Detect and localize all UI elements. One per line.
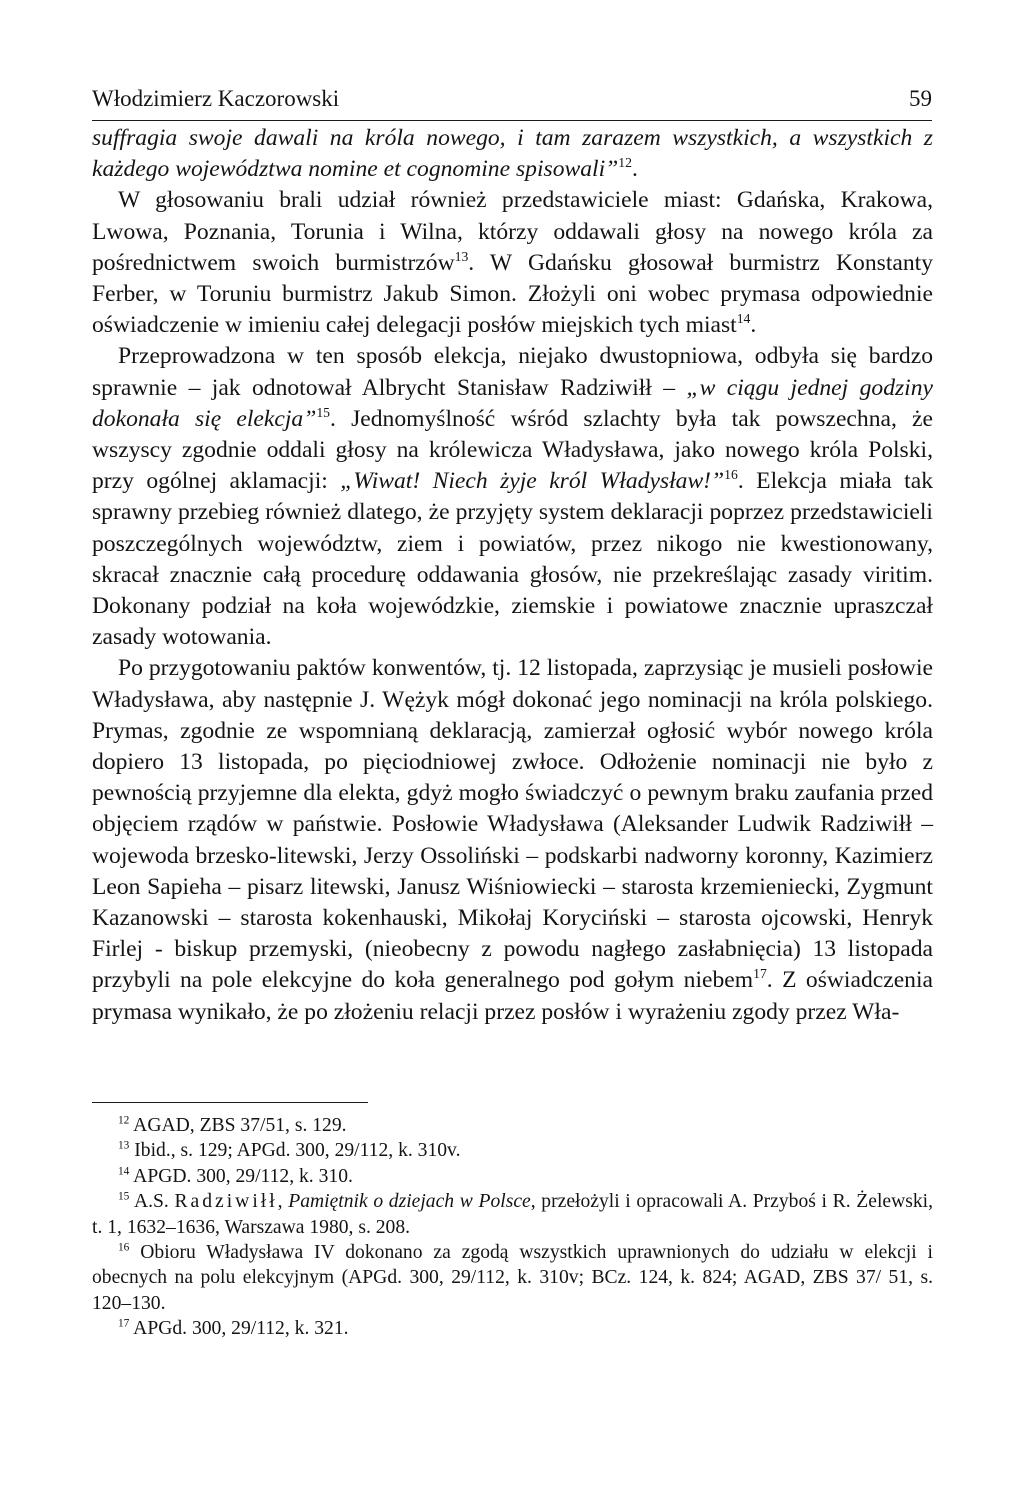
footnote-14: $^{14}$ APGD. 300, 29/112, k. 310. bbox=[118, 1165, 353, 1187]
footnote-16: $^{16}$ Obioru Władysława IV dokonano za zgodą wszystkich uprawnionych do udziału w elekcji i obecnych na polu elekcyjnym (APGd. 300, 29/112, k. 310v; BCz. 124, k. 824; AGAD, ZBS 37/ 51, s. 120–130. bbox=[92, 1241, 933, 1314]
paragraph-3: Przeprowadzona w ten sposób elekcja, niejako dwustopniowa, odbyła się bardzo sprawnie – jak odnotował Albrycht Stanisław Radziwiłł – „w ciągu jednej godziny dokonała się elekcja”$^{15}$. Jednomyślność wśród szlachty była tak powszechna, że wszyscy zgodnie oddali głosy na królewicza Władysława, jako nowego króla Polski, przy ogólnej aklamacji: „Wiwat! Niech żyje król Władysław!”$^{16}$. Elekcja miała tak sprawny przebieg również dlatego, że przyjęty system deklaracji poprzez przedstawicieli poszczególnych województw, ziem i powiatów, przez nikogo nie kwestionowany, skracał znacznie całą procedurę oddawania głosów, nie przekreślając zasady viritim. Dokonany podział na koła wojewódzkie, ziemskie i powiatowe znacznie upraszczał zasady wotowania. bbox=[92, 343, 933, 651]
footnote-13: $^{13}$ Ibid., s. 129; APGd. 300, 29/112, k. 310v. bbox=[118, 1139, 461, 1162]
quote-elekcja: „w ciągu jednej godziny dokonała się elekcja” bbox=[92, 374, 933, 432]
main-text bbox=[92, 123, 933, 1028]
quote-suffragia: suffragia swoje dawali na króla nowego, i tam zarazem wszystkich, a wszystkich z każdego województwa nomine et cognomine spisowali” bbox=[92, 125, 933, 183]
footnote-ref-14[interactable]: 14 bbox=[736, 311, 751, 327]
paragraph-2: W głosowaniu brali udział również przedstawiciele miast: Gdańska, Krakowa, Lwowa, Poznania, Torunia i Wilna, którzy oddawali głosy na nowego króla za pośrednictwem swoich burmistrzów$^{13}$. W Gdańsku głosował burmistrz Konstanty Ferber, w Toruniu burmistrz Jakub Simon. Złożyli oni wobec prymasa odpowiednie oświadczenie w imieniu całej delegacji posłów miejskich tych miast$^{14}$. bbox=[92, 187, 933, 339]
paragraph-1: suffragia swoje dawali na króla nowego, i tam zarazem wszystkich, a wszystkich z każdego województwa nomine et cognomine spisowali”$^{12}$. bbox=[92, 125, 933, 183]
footnote-12: $^{12}$ AGAD, ZBS 37/51, s. 129. bbox=[118, 1114, 347, 1136]
footnote-ref-13[interactable]: 13 bbox=[454, 248, 469, 264]
footnotes bbox=[92, 1113, 933, 1342]
footnote-ref-15[interactable]: 15 bbox=[316, 404, 330, 420]
quote-wiwat: „Wiwat! Niech żyje król Władysław!” bbox=[340, 468, 725, 495]
footnote-ref-17[interactable]: 17 bbox=[753, 966, 767, 982]
page-number: 59 bbox=[909, 86, 932, 111]
footnote-separator bbox=[92, 1102, 368, 1103]
book-title: Pamiętnik o dziejach w Polsce bbox=[288, 1191, 531, 1213]
footnote-ref-12[interactable]: 12 bbox=[618, 155, 632, 171]
footnote-15: $^{15}$ A.S. Radziwiłł, Pamiętnik o dziejach w Polsce, przełożyli i opracowali A. Przyboś i R. Żelewski, t. 1, 1632–1636, Warszawa 1980, s. 208. bbox=[92, 1190, 934, 1238]
author-spaced: Radziwiłł bbox=[174, 1191, 278, 1213]
author-name: Włodzimierz Kaczorowski bbox=[92, 86, 340, 111]
running-head bbox=[92, 84, 932, 121]
footnote-17: $^{17}$ APGd. 300, 29/112, k. 321. bbox=[118, 1317, 349, 1340]
paragraph-4: Po przygotowaniu paktów konwentów, tj. 12 listopada, zaprzysiąc je musieli posłowie Władysława, aby następnie J. Wężyk mógł dokonać jego nominacji na króla polskiego. Prymas, zgodnie ze wspomnianą deklaracją, zamierzał ogłosić wybór nowego króla dopiero 13 listopada, po pięciodniowej zwłoce. Odłożenie nominacji nie było z pewnością przyjemne dla elekta, gdyż mogło świadczyć o pewnym braku zaufania przed objęciem rządów w państwie. Posłowie Władysława (Aleksander Ludwik Radziwiłł – wojewoda brzesko-litewski, Jerzy Ossoliński – podskarbi nadworny koronny, Kazimierz Leon Sapieha – pisarz litewski, Janusz Wiśniowiecki – starosta krzemieniecki, Zygmunt Kazanowski – starosta kokenhauski, Mikołaj Koryciński – starosta ojcowski, Henryk Firlej - biskup przemyski, (nieobecny z powodu nagłego zasłabnięcia) 13 listopada przybyli na pole elekcyjne do koła generalnego pod gołym niebem$^{17}$. Z oświadczenia prymasa wynikało, że po złożeniu relacji przez posłów i wyrażeniu zgody przez Wła- bbox=[92, 655, 933, 1025]
footnote-ref-16[interactable]: 16 bbox=[724, 467, 738, 483]
